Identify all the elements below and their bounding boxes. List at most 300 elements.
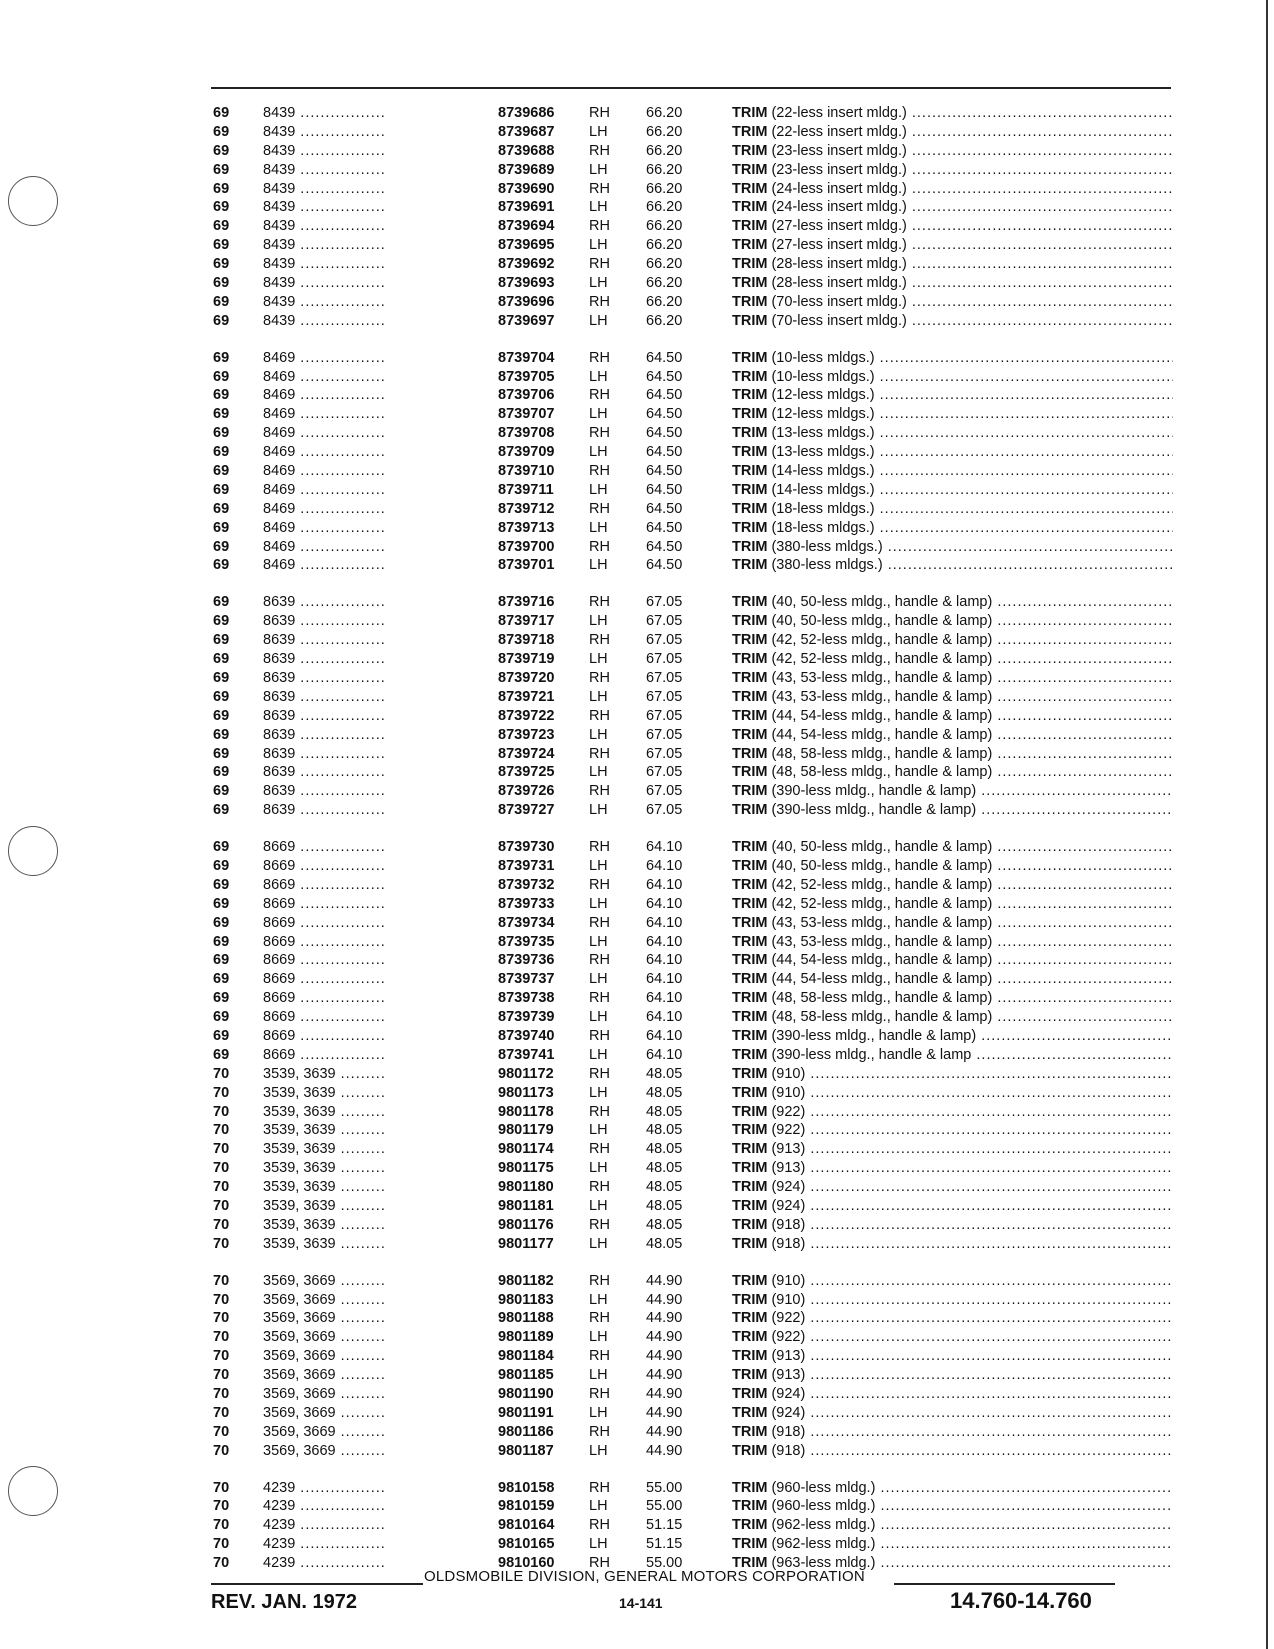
item-label: TRIM bbox=[732, 1404, 768, 1421]
description bbox=[732, 481, 1173, 500]
model-number: 3539, 3639 ..... bbox=[263, 1235, 387, 1254]
price: 64.10 bbox=[646, 839, 683, 856]
part-number: 8739717 bbox=[498, 613, 555, 630]
side: LH bbox=[589, 1291, 608, 1308]
description-text: (910) ..... bbox=[771, 1066, 1173, 1082]
description-text: (48, 58-less mldg., handle & lamp) ..... bbox=[771, 990, 1173, 1006]
description bbox=[732, 500, 1173, 519]
model-number: 8639 ..... bbox=[263, 631, 387, 650]
side: LH bbox=[589, 1160, 608, 1177]
side: RH bbox=[589, 669, 610, 686]
description bbox=[732, 1328, 1173, 1347]
part-row bbox=[213, 1216, 1173, 1235]
model-number: 3569, 3669 ..... bbox=[263, 1385, 387, 1404]
part-number: 9801184 bbox=[498, 1348, 554, 1365]
side: LH bbox=[589, 857, 608, 874]
model-number: 8469 ..... bbox=[263, 538, 387, 557]
model-year: 69 bbox=[213, 933, 230, 950]
description-text: (922) ..... bbox=[771, 1104, 1173, 1120]
model-year: 69 bbox=[213, 1009, 230, 1026]
description-text: (390-less mldg., handle & lamp) ..... bbox=[771, 1028, 1173, 1044]
model-number: 3539, 3639 ..... bbox=[263, 1103, 387, 1122]
description bbox=[732, 1121, 1173, 1140]
model-year: 70 bbox=[213, 1386, 230, 1402]
model-year: 69 bbox=[213, 952, 230, 969]
model-number: 3569, 3669 ..... bbox=[263, 1291, 387, 1310]
description bbox=[732, 1272, 1173, 1291]
part-row bbox=[213, 914, 1173, 933]
side: LH bbox=[589, 764, 608, 781]
description bbox=[732, 801, 1173, 820]
item-label: TRIM bbox=[732, 500, 768, 517]
part-row bbox=[213, 838, 1173, 857]
item-label: TRIM bbox=[732, 1179, 768, 1196]
description-text: (23-less insert mldg.) ..... bbox=[771, 162, 1173, 178]
item-label: TRIM bbox=[732, 1216, 768, 1233]
part-row bbox=[213, 1008, 1173, 1027]
side: RH bbox=[589, 349, 610, 366]
part-row bbox=[213, 255, 1173, 274]
description bbox=[732, 405, 1173, 424]
model-year: 70 bbox=[213, 1141, 230, 1158]
model-year: 69 bbox=[213, 557, 230, 574]
part-number: 9810160 bbox=[498, 1555, 555, 1572]
side: LH bbox=[589, 519, 608, 536]
model-number: 8639 ..... bbox=[263, 763, 387, 782]
part-number: 9801179 bbox=[498, 1122, 554, 1139]
description bbox=[732, 1385, 1173, 1404]
description bbox=[732, 1084, 1173, 1103]
description bbox=[732, 1516, 1173, 1535]
part-row bbox=[213, 500, 1173, 519]
part-row bbox=[213, 1423, 1173, 1442]
part-number: 8739710 bbox=[498, 463, 555, 480]
description-text: (10-less mldgs.) ..... bbox=[771, 369, 1173, 385]
part-number: 8739688 bbox=[498, 142, 555, 159]
description-text: (48, 58-less mldg., handle & lamp) ..... bbox=[771, 746, 1173, 762]
description bbox=[732, 424, 1173, 443]
model-number: 8669 ..... bbox=[263, 989, 387, 1008]
item-label: TRIM bbox=[732, 1310, 768, 1327]
part-row bbox=[213, 1497, 1173, 1516]
description bbox=[732, 631, 1173, 650]
description bbox=[732, 236, 1173, 255]
item-label: TRIM bbox=[732, 1498, 768, 1515]
part-number: 8739723 bbox=[498, 726, 555, 743]
price: 66.20 bbox=[646, 256, 683, 273]
part-number: 8739735 bbox=[498, 933, 555, 950]
part-number: 8739692 bbox=[498, 256, 555, 273]
page-edge-line bbox=[1266, 0, 1268, 1649]
part-row bbox=[213, 1121, 1173, 1140]
description-text: (40, 50-less mldg., handle & lamp) ..... bbox=[771, 839, 1173, 855]
part-row bbox=[213, 650, 1173, 669]
model-year: 70 bbox=[213, 1498, 230, 1515]
description-text: (910) ..... bbox=[771, 1292, 1173, 1308]
side: RH bbox=[589, 1517, 610, 1534]
part-number: 9801185 bbox=[498, 1367, 554, 1384]
price: 64.10 bbox=[646, 895, 683, 912]
part-number: 8739734 bbox=[498, 914, 555, 931]
model-year: 69 bbox=[213, 123, 230, 140]
description-text: (42, 52-less mldg., handle & lamp) ..... bbox=[771, 877, 1173, 893]
part-number: 8739740 bbox=[498, 1027, 555, 1044]
description-text: (70-less insert mldg.) ..... bbox=[771, 294, 1173, 310]
model-year: 69 bbox=[213, 500, 230, 517]
description-text: (24-less insert mldg.) ..... bbox=[771, 199, 1173, 215]
model-year: 69 bbox=[213, 519, 230, 536]
price: 64.50 bbox=[646, 406, 683, 423]
header-rule bbox=[211, 87, 1171, 89]
model-number: 8639 ..... bbox=[263, 669, 387, 688]
description-text: (44, 54-less mldg., handle & lamp) ..... bbox=[771, 727, 1173, 743]
price: 66.20 bbox=[646, 275, 683, 292]
price: 67.05 bbox=[646, 726, 683, 743]
side: LH bbox=[589, 237, 608, 254]
model-year: 69 bbox=[213, 199, 230, 216]
part-row bbox=[213, 1404, 1173, 1423]
side: RH bbox=[589, 387, 610, 404]
side: RH bbox=[589, 256, 610, 273]
model-year: 69 bbox=[213, 876, 230, 893]
model-number: 3539, 3639 ..... bbox=[263, 1121, 387, 1140]
item-label: TRIM bbox=[732, 876, 768, 893]
description-text: (12-less mldgs.) ..... bbox=[771, 387, 1173, 403]
description bbox=[732, 443, 1173, 462]
part-row bbox=[213, 462, 1173, 481]
price: 64.50 bbox=[646, 444, 683, 461]
price: 67.05 bbox=[646, 669, 683, 686]
price: 64.50 bbox=[646, 425, 683, 442]
part-number: 9801175 bbox=[498, 1160, 554, 1177]
model-year: 70 bbox=[213, 1329, 230, 1346]
part-number: 9801183 bbox=[498, 1291, 554, 1308]
description bbox=[732, 198, 1173, 217]
model-number: 3569, 3669 ..... bbox=[263, 1272, 387, 1291]
part-row bbox=[213, 951, 1173, 970]
model-number: 3539, 3639 ..... bbox=[263, 1159, 387, 1178]
side: RH bbox=[589, 1310, 610, 1327]
side: RH bbox=[589, 839, 610, 856]
model-year: 69 bbox=[213, 256, 230, 273]
description-text: (40, 50-less mldg., handle & lamp) ..... bbox=[771, 594, 1173, 610]
side: RH bbox=[589, 425, 610, 442]
item-label: TRIM bbox=[732, 1479, 768, 1496]
model-year: 69 bbox=[213, 349, 230, 366]
description-text: (43, 53-less mldg., handle & lamp) ..... bbox=[771, 934, 1173, 950]
price: 44.90 bbox=[646, 1386, 683, 1402]
description-text: (380-less mldgs.) ..... bbox=[771, 539, 1173, 555]
description bbox=[732, 519, 1173, 538]
part-number: 8739700 bbox=[498, 538, 555, 555]
part-number: 8739732 bbox=[498, 876, 555, 893]
model-number: 8669 ..... bbox=[263, 838, 387, 857]
binder-hole bbox=[8, 176, 58, 226]
description bbox=[732, 1027, 1173, 1046]
model-number: 8439 ..... bbox=[263, 255, 387, 274]
side: LH bbox=[589, 802, 608, 819]
description bbox=[732, 386, 1173, 405]
side: LH bbox=[589, 312, 608, 329]
model-year: 70 bbox=[213, 1310, 230, 1327]
description-text: (910) ..... bbox=[771, 1273, 1173, 1289]
description-text: (42, 52-less mldg., handle & lamp) ..... bbox=[771, 896, 1173, 912]
price: 66.20 bbox=[646, 161, 683, 178]
description bbox=[732, 1140, 1173, 1159]
model-number: 8669 ..... bbox=[263, 970, 387, 989]
price: 48.05 bbox=[646, 1179, 683, 1196]
part-number: 8739687 bbox=[498, 123, 555, 140]
division-name: OLDSMOBILE DIVISION, GENERAL MOTORS CORPORATION bbox=[424, 1568, 865, 1585]
part-row bbox=[213, 989, 1173, 1008]
part-number: 9810159 bbox=[498, 1498, 555, 1515]
item-label: TRIM bbox=[732, 802, 768, 819]
price: 44.90 bbox=[646, 1291, 683, 1308]
item-label: TRIM bbox=[732, 349, 768, 366]
model-year: 70 bbox=[213, 1235, 230, 1252]
description bbox=[732, 1309, 1173, 1328]
description-text: (913) ..... bbox=[771, 1141, 1173, 1157]
model-year: 69 bbox=[213, 312, 230, 329]
side: RH bbox=[589, 1179, 610, 1196]
model-year: 69 bbox=[213, 914, 230, 931]
side: LH bbox=[589, 1536, 608, 1553]
model-number: 3569, 3669 ..... bbox=[263, 1347, 387, 1366]
description-text: (40, 50-less mldg., handle & lamp) ..... bbox=[771, 858, 1173, 874]
price: 44.90 bbox=[646, 1404, 683, 1421]
item-label: TRIM bbox=[732, 745, 768, 762]
part-row bbox=[213, 236, 1173, 255]
model-number: 8469 ..... bbox=[263, 556, 387, 575]
item-label: TRIM bbox=[732, 1103, 768, 1120]
parts-group bbox=[213, 1272, 1173, 1461]
price: 64.50 bbox=[646, 481, 683, 498]
price: 66.20 bbox=[646, 293, 683, 310]
model-number: 3569, 3669 ..... bbox=[263, 1328, 387, 1347]
part-number: 9801178 bbox=[498, 1103, 554, 1120]
description bbox=[732, 951, 1173, 970]
description-text: (913) ..... bbox=[771, 1367, 1173, 1383]
description-text: (43, 53-less mldg., handle & lamp) ..... bbox=[771, 689, 1173, 705]
part-number: 8739726 bbox=[498, 783, 555, 800]
description-text: (27-less insert mldg.) ..... bbox=[771, 218, 1173, 234]
model-number: 4239 ..... bbox=[263, 1554, 387, 1573]
side: RH bbox=[589, 632, 610, 649]
model-year: 70 bbox=[213, 1084, 230, 1101]
price: 55.00 bbox=[646, 1555, 683, 1572]
side: RH bbox=[589, 105, 610, 121]
description-text: (922) ..... bbox=[771, 1122, 1173, 1138]
part-row bbox=[213, 312, 1173, 331]
part-row bbox=[213, 405, 1173, 424]
item-label: TRIM bbox=[732, 1329, 768, 1346]
part-number: 9801190 bbox=[498, 1386, 554, 1402]
description-text: (10-less mldgs.) ..... bbox=[771, 350, 1173, 366]
side: LH bbox=[589, 1197, 608, 1214]
price: 48.05 bbox=[646, 1216, 683, 1233]
description-text: (924) ..... bbox=[771, 1386, 1173, 1402]
part-row bbox=[213, 161, 1173, 180]
price: 44.90 bbox=[646, 1423, 683, 1440]
description-text: (22-less insert mldg.) ..... bbox=[771, 124, 1173, 140]
side: LH bbox=[589, 726, 608, 743]
model-year: 69 bbox=[213, 275, 230, 292]
item-label: TRIM bbox=[732, 651, 768, 668]
description-text: (70-less insert mldg.) ..... bbox=[771, 313, 1173, 329]
price: 64.50 bbox=[646, 387, 683, 404]
side: RH bbox=[589, 594, 610, 611]
price: 48.05 bbox=[646, 1084, 683, 1101]
model-year: 69 bbox=[213, 425, 230, 442]
item-label: TRIM bbox=[732, 1536, 768, 1553]
footer-rule-right bbox=[894, 1583, 1115, 1585]
side: RH bbox=[589, 1386, 610, 1402]
model-number: 3539, 3639 ..... bbox=[263, 1140, 387, 1159]
side: RH bbox=[589, 914, 610, 931]
item-label: TRIM bbox=[732, 368, 768, 385]
description bbox=[732, 707, 1173, 726]
part-row bbox=[213, 104, 1173, 123]
side: LH bbox=[589, 1084, 608, 1101]
price: 48.05 bbox=[646, 1235, 683, 1252]
model-year: 70 bbox=[213, 1517, 230, 1534]
item-label: TRIM bbox=[732, 1235, 768, 1252]
part-number: 8739733 bbox=[498, 895, 555, 912]
side: LH bbox=[589, 613, 608, 630]
model-number: 3569, 3669 ..... bbox=[263, 1309, 387, 1328]
item-label: TRIM bbox=[732, 463, 768, 480]
item-label: TRIM bbox=[732, 1027, 768, 1044]
item-label: TRIM bbox=[732, 161, 768, 178]
description bbox=[732, 556, 1173, 575]
part-number: 9801177 bbox=[498, 1235, 554, 1252]
description-text: (390-less mldg., handle & lamp ..... bbox=[771, 1047, 1173, 1063]
part-number: 8739713 bbox=[498, 519, 555, 536]
model-year: 69 bbox=[213, 161, 230, 178]
part-row bbox=[213, 1479, 1173, 1498]
item-label: TRIM bbox=[732, 199, 768, 216]
model-number: 4239 ..... bbox=[263, 1516, 387, 1535]
model-year: 70 bbox=[213, 1103, 230, 1120]
description bbox=[732, 274, 1173, 293]
part-row bbox=[213, 556, 1173, 575]
part-row bbox=[213, 424, 1173, 443]
part-number: 8739736 bbox=[498, 952, 555, 969]
price: 66.20 bbox=[646, 312, 683, 329]
model-year: 70 bbox=[213, 1179, 230, 1196]
description bbox=[732, 180, 1173, 199]
item-label: TRIM bbox=[732, 1367, 768, 1384]
description bbox=[732, 650, 1173, 669]
model-year: 69 bbox=[213, 481, 230, 498]
model-number: 8439 ..... bbox=[263, 180, 387, 199]
part-row bbox=[213, 1516, 1173, 1535]
part-number: 8739691 bbox=[498, 199, 555, 216]
model-year: 69 bbox=[213, 669, 230, 686]
part-number: 8739731 bbox=[498, 857, 555, 874]
description bbox=[732, 838, 1173, 857]
description-text: (13-less mldgs.) ..... bbox=[771, 425, 1173, 441]
price: 64.50 bbox=[646, 368, 683, 385]
description-text: (962-less mldg.) ..... bbox=[771, 1536, 1173, 1552]
part-number: 8739725 bbox=[498, 764, 555, 781]
part-row bbox=[213, 1084, 1173, 1103]
model-number: 8439 ..... bbox=[263, 161, 387, 180]
description-text: (924) ..... bbox=[771, 1179, 1173, 1195]
item-label: TRIM bbox=[732, 707, 768, 724]
description bbox=[732, 593, 1173, 612]
part-number: 8739704 bbox=[498, 349, 555, 366]
price: 66.20 bbox=[646, 142, 683, 159]
item-label: TRIM bbox=[732, 1046, 768, 1063]
model-year: 69 bbox=[213, 1027, 230, 1044]
price: 48.05 bbox=[646, 1197, 683, 1214]
side: RH bbox=[589, 1479, 610, 1496]
item-label: TRIM bbox=[732, 425, 768, 442]
part-number: 9801181 bbox=[498, 1197, 554, 1214]
item-label: TRIM bbox=[732, 857, 768, 874]
price: 64.10 bbox=[646, 990, 683, 1007]
model-year: 69 bbox=[213, 745, 230, 762]
description bbox=[732, 293, 1173, 312]
price: 66.20 bbox=[646, 218, 683, 235]
description bbox=[732, 1103, 1173, 1122]
price: 67.05 bbox=[646, 764, 683, 781]
description bbox=[732, 255, 1173, 274]
part-row bbox=[213, 782, 1173, 801]
price: 66.20 bbox=[646, 105, 683, 121]
description-text: (48, 58-less mldg., handle & lamp) ..... bbox=[771, 1009, 1173, 1025]
part-number: 9801174 bbox=[498, 1141, 554, 1158]
model-number: 8439 ..... bbox=[263, 236, 387, 255]
model-number: 8639 ..... bbox=[263, 612, 387, 631]
description bbox=[732, 1347, 1173, 1366]
side: LH bbox=[589, 895, 608, 912]
part-row bbox=[213, 1235, 1173, 1254]
model-year: 69 bbox=[213, 764, 230, 781]
side: RH bbox=[589, 1272, 610, 1289]
price: 66.20 bbox=[646, 180, 683, 197]
part-row bbox=[213, 1065, 1173, 1084]
description-text: (390-less mldg., handle & lamp) ..... bbox=[771, 783, 1173, 799]
part-row bbox=[213, 1046, 1173, 1065]
model-number: 8439 ..... bbox=[263, 274, 387, 293]
description bbox=[732, 857, 1173, 876]
model-year: 70 bbox=[213, 1536, 230, 1553]
description bbox=[732, 1291, 1173, 1310]
section-number: 14.760-14.760 bbox=[950, 1588, 1092, 1613]
model-year: 69 bbox=[213, 444, 230, 461]
description-text: (18-less mldgs.) ..... bbox=[771, 520, 1173, 536]
model-number: 8469 ..... bbox=[263, 462, 387, 481]
model-year: 70 bbox=[213, 1065, 230, 1082]
side: RH bbox=[589, 1216, 610, 1233]
part-row bbox=[213, 1103, 1173, 1122]
model-year: 69 bbox=[213, 707, 230, 724]
model-number: 8469 ..... bbox=[263, 424, 387, 443]
part-row bbox=[213, 1197, 1173, 1216]
item-label: TRIM bbox=[732, 1197, 768, 1214]
model-number: 8669 ..... bbox=[263, 857, 387, 876]
side: LH bbox=[589, 1498, 608, 1515]
side: LH bbox=[589, 557, 608, 574]
model-year: 69 bbox=[213, 651, 230, 668]
price: 64.50 bbox=[646, 519, 683, 536]
item-label: TRIM bbox=[732, 1084, 768, 1101]
description-text: (14-less mldgs.) ..... bbox=[771, 482, 1173, 498]
description bbox=[732, 933, 1173, 952]
price: 44.90 bbox=[646, 1348, 683, 1365]
